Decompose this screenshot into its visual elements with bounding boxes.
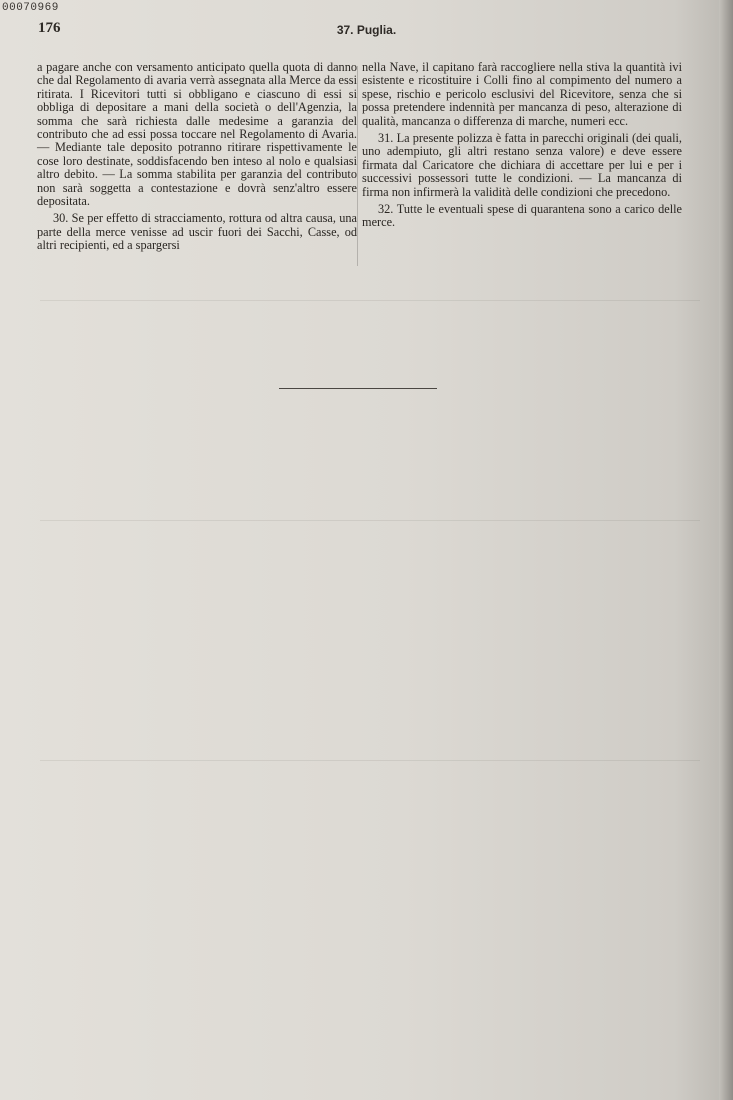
paragraph: nella Nave, il capitano farà raccogliere nella stiva la quantità ivi esistente e ricostituire i Colli fino al compimento del numero a spese, rischio e pericolo esclusivi del Ricevitore, senza che si possa pretendere indennità per mancanza di peso, alterazione di qualità, mancanza o differenza di marche, numeri ecc. <box>362 60 682 128</box>
bleed-through-line <box>40 760 700 761</box>
page-edge-shadow <box>719 0 733 1100</box>
column-separator <box>357 66 358 266</box>
paragraph-31: 31. La presente polizza è fatta in parecchi originali (dei quali, uno adempiuto, gli altri restano senza valore) e deve essere firmata dal Caricatore che dichiara di accettare per lui e per i successivi possessori tutte le condizioni. — La mancanza di firma non infirmerà la validità delle condizioni che precedono. <box>362 131 682 199</box>
left-column <box>37 61 357 257</box>
bleed-through-line <box>40 300 700 301</box>
section-divider-rule <box>279 388 437 389</box>
bleed-through-line <box>40 520 700 521</box>
paragraph-30: 30. Se per effetto di stracciamento, rottura od altra causa, una parte della merce venisse ad uscir fuori dei Sacchi, Casse, od altri recipienti, ed a spargersi <box>37 211 357 253</box>
right-column <box>362 61 682 234</box>
page-number: 176 <box>38 20 61 36</box>
paragraph: a pagare anche con versamento anticipato quella quota di danno che dal Regolamento di avaria verrà assegnata alla Merce da essi ritirata. I Ricevitori tutti si obbligano e ciascuno di essi si obbliga di depositare a mani della società o dell'Agenzia, la somma che sarà richiesta dalle medesime a garanzia del contributo che ad essi possa toccare nel Regolamento di Avaria. — Mediante tale deposito potranno ritirare rispettivamente le cose loro destinate, soddisfacendo ben inteso al nolo e qualsiasi altro debito. — La somma stabilita per garanzia del contributo non sarà soggetta a contestazione e dovrà senz'altro essere depositata. <box>37 60 357 209</box>
paragraph-32: 32. Tutte le eventuali spese di quarantena sono a carico delle merce. <box>362 202 682 230</box>
archive-stamp: 00070969 <box>2 2 59 14</box>
running-head: 37. Puglia. <box>336 23 397 37</box>
